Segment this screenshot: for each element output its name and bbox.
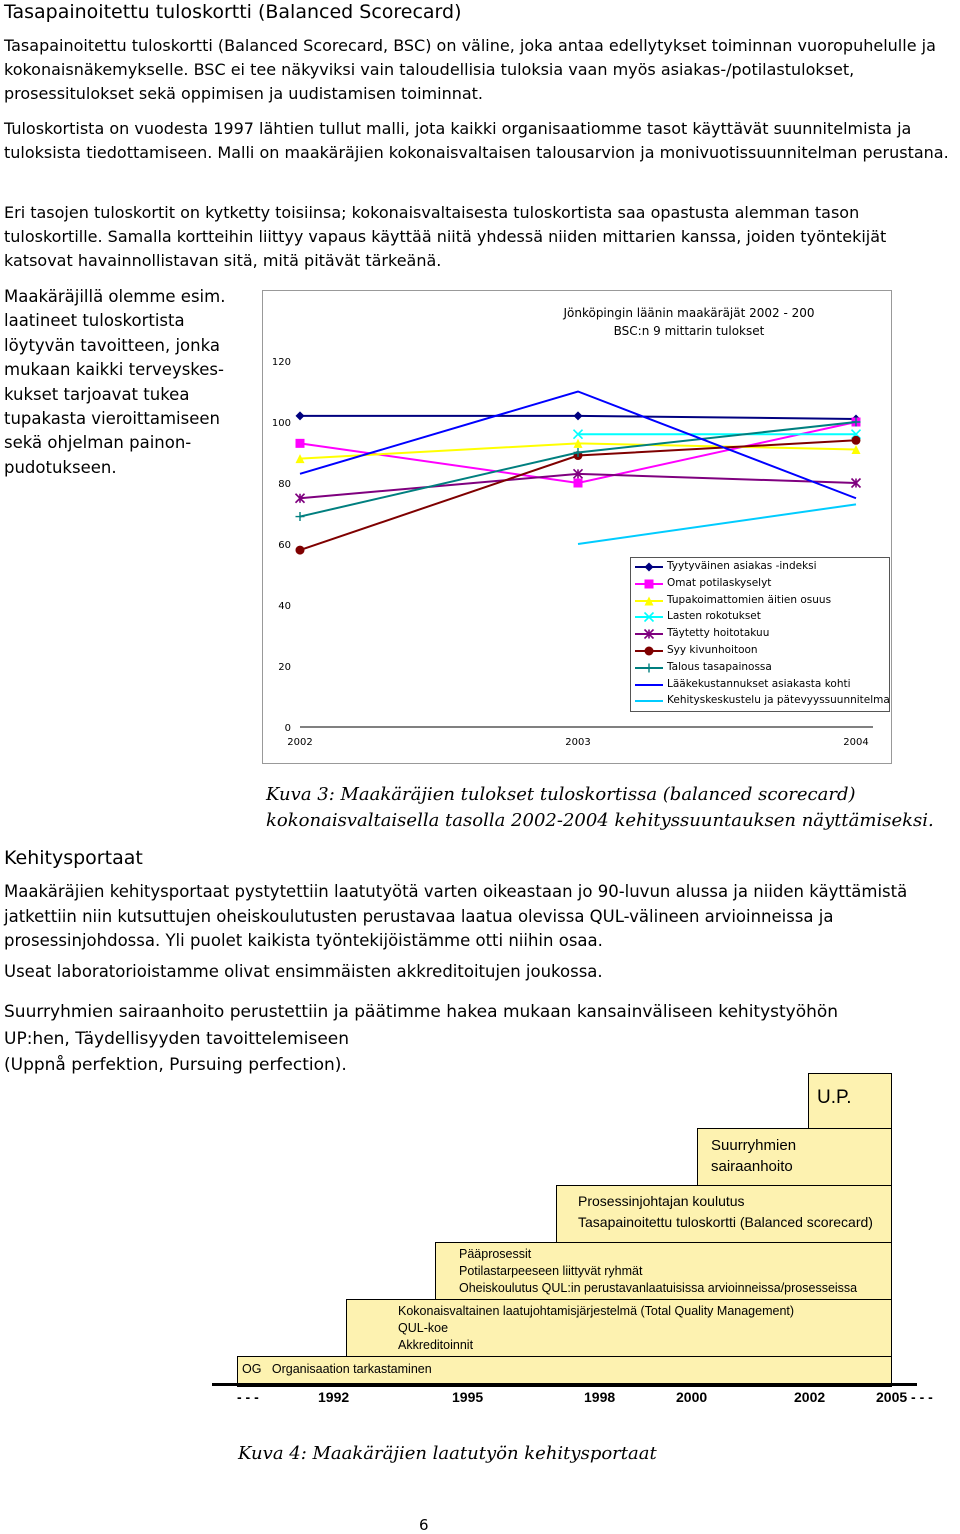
step-line: Prosessinjohtajan koulutus (578, 1193, 745, 1209)
y-tick-label: 20 (278, 662, 291, 673)
legend-swatch (633, 677, 665, 693)
paragraph-6 (4, 999, 954, 1079)
figure-4-caption: Kuva 4: Maakäräjien laatutyön kehitysportaat (238, 1443, 657, 1464)
timeline-label: 1998 (584, 1389, 616, 1405)
page-number: 6 (419, 1516, 429, 1534)
series-group (296, 411, 861, 423)
legend-marker (645, 563, 654, 572)
timeline-label: 2002 (794, 1389, 826, 1405)
side-line: mukaan kaikki terveyskes- (4, 360, 224, 380)
y-tick-label: 60 (278, 540, 291, 551)
figure-3-caption (266, 782, 956, 834)
series-group (296, 418, 861, 522)
paragraph-3: Eri tasojen tuloskortit on kytketty toisiinsa; kokonaisvaltaisesta tuloskortista saa opastusta alemman tason tuloskortille. Samalla kortteihin liittyy vapaus käyttää niitä yhdessä niiden mittarien kanssa, joiden työntekijät katsovat havainnollistavan sitä, mitä pitävät tärkeänä. (4, 203, 887, 270)
legend-label: Tupakoimattomien äitien osuus (667, 593, 832, 606)
legend-item (631, 593, 889, 609)
step-line: Potilastarpeeseen liittyvät ryhmät (459, 1264, 643, 1278)
legend-swatch (633, 693, 665, 709)
legend-label: Omat potilaskyselyt (667, 576, 772, 589)
y-tick-label: 40 (278, 601, 291, 612)
side-line: laatineet tuloskortista (4, 311, 185, 331)
data-point (296, 439, 305, 448)
legend-item (631, 626, 889, 642)
legend-swatch (633, 593, 665, 609)
step-label (578, 1191, 873, 1233)
legend-item (631, 677, 889, 693)
legend-swatch (633, 660, 665, 676)
y-tick-label: 100 (271, 418, 291, 429)
side-text (4, 285, 244, 480)
data-point (296, 512, 305, 521)
legend-marker (645, 579, 654, 588)
step-line: Akkreditoinnit (398, 1338, 474, 1352)
y-tick-label: 80 (278, 479, 291, 490)
paragraph-5: Useat laboratorioistamme olivat ensimmäisten akkreditoitujen joukossa. (4, 962, 603, 981)
legend-swatch (633, 559, 665, 575)
legend-item (631, 643, 889, 659)
caption-line: kokonaisvaltaisella tasolla 2002-2004 kehityssuuntauksen näyttämiseksi. (266, 810, 934, 831)
legend-swatch (633, 643, 665, 659)
side-line: kukset tarjoavat tukea (4, 384, 190, 404)
chart-title: BSC:n 9 mittarin tulokset (613, 324, 765, 338)
series-line (300, 422, 856, 517)
legend-marker (645, 663, 654, 672)
y-tick-label: 0 (284, 723, 291, 734)
timeline-axis (212, 1383, 917, 1386)
timeline-label: 2005 - - - (876, 1389, 933, 1405)
legend-item (631, 693, 889, 709)
intro-paragraph: Tasapainoitettu tuloskortti (Balanced Scorecard, BSC) on väline, joka antaa edellytykset toiminnan vuoropuhelulle ja kokonaisnäkemykselle. BSC ei tee näkyviksi vain taloudellisia tuloksia vaan myös asiakas-/potilastulokset, prosessitulokset sekä oppimisen ja uudistamisen toiminnat. (4, 36, 936, 103)
step-line: Oheiskoulutus QUL:in perustavanlaatuisissa arvioinneissa/prosesseissa (459, 1281, 858, 1295)
series-group (578, 504, 856, 544)
legend-label: Lääkekustannukset asiakasta kohti (667, 677, 851, 690)
step-line: QUL-koe (398, 1321, 449, 1335)
section-heading: Kehitysportaat (4, 847, 143, 869)
side-line: löytyvän tavoitteen, jonka (4, 335, 220, 355)
x-tick-label: 2002 (287, 737, 313, 748)
step-line: Tasapainoitettu tuloskortti (Balanced scorecard) (578, 1214, 873, 1230)
data-point (296, 411, 305, 420)
step-line: Kokonaisvaltainen laatujohtamisjärjestelmä (Total Quality Management) (398, 1304, 795, 1318)
legend-marker (645, 647, 654, 656)
legend-swatch (633, 626, 665, 642)
paragraph-2: Tuloskortista on vuodesta 1997 lähtien tullut malli, jota kaikki organisaatiomme tasot käyttävät suunnitelmista ja tuloksista tiedottamiseen. Malli on maakäräjien kokonaisvaltaisen talousarvion ja monivuotissuunnitelman perustana. (4, 119, 949, 162)
step-label: OG Organisaation tarkastaminen (242, 1362, 432, 1376)
x-tick-label: 2003 (565, 737, 591, 748)
side-line: Maakäräjillä olemme esim. (4, 287, 226, 306)
side-line: pudotukseen. (4, 457, 117, 477)
timeline-label: 2000 (676, 1389, 708, 1405)
data-point (852, 436, 861, 445)
paragraph-line: UP:hen, Täydellisyyden tavoittelemiseen (4, 1028, 350, 1049)
side-line: tupakasta vieroittamiseen (4, 409, 220, 429)
legend-item (631, 609, 889, 625)
x-tick-label: 2004 (843, 737, 869, 748)
legend-swatch (633, 576, 665, 592)
step-label (711, 1135, 796, 1177)
legend-item (631, 660, 889, 676)
step-line: Suurryhmien (711, 1137, 797, 1154)
side-line: sekä ohjelman painon- (4, 433, 192, 453)
chart-legend (630, 557, 890, 712)
paragraph-line: (Uppnå perfektion, Pursuing perfection). (4, 1055, 347, 1075)
data-point (574, 411, 583, 420)
step-line: sairaanhoito (711, 1158, 793, 1175)
paragraph-line: Suurryhmien sairaanhoito perustettiin ja päätimme hakea mukaan kansainväliseen kehitystyöhön (4, 1002, 839, 1022)
legend-label: Syy kivunhoitoon (667, 644, 758, 656)
legend-item (631, 576, 889, 592)
y-tick-label: 120 (271, 357, 291, 368)
chart-title: Jönköpingin läänin maakäräjät 2002 - 200 (563, 306, 815, 320)
step-label (459, 1246, 857, 1297)
legend-label: Talous tasapainossa (667, 660, 772, 673)
timeline-label: 1995 (452, 1389, 484, 1405)
paragraph-4: Maakäräjien kehitysportaat pystytettiin laatutyötä varten oikeastaan jo 90-luvun alussa ja niiden käyttämistä jatkettiin niin kutsuttujen oheiskoulutusten perustavaa laatua olevissa QUL-välineen arvioinneissa ja prosessinjohdossa. Yli puolet kaikista työntekijöistämme otti niihin osaa. (4, 882, 908, 951)
legend-item (631, 559, 889, 575)
step-label (398, 1303, 794, 1354)
legend-label: Täytetty hoitotakuu (667, 627, 770, 640)
legend-label: Kehityskeskustelu ja pätevyyssuunnitelma (667, 694, 890, 707)
data-point (574, 479, 583, 488)
legend-label: Tyytyväinen asiakas -indeksi (667, 560, 817, 572)
page-heading: Tasapainoitettu tuloskortti (Balanced Scorecard) (4, 1, 462, 23)
legend-label: Lasten rokotukset (667, 610, 761, 623)
timeline-label: 1992 (318, 1389, 350, 1405)
timeline-label: - - - (237, 1389, 259, 1405)
step-label: U.P. (817, 1087, 852, 1108)
legend-swatch (633, 609, 665, 625)
data-point (296, 546, 305, 555)
series-line (578, 504, 856, 544)
caption-line: Kuva 3: Maakäräjien tulokset tuloskortissa (balanced scorecard) (266, 784, 856, 805)
step-line: Pääprosessit (459, 1247, 532, 1261)
